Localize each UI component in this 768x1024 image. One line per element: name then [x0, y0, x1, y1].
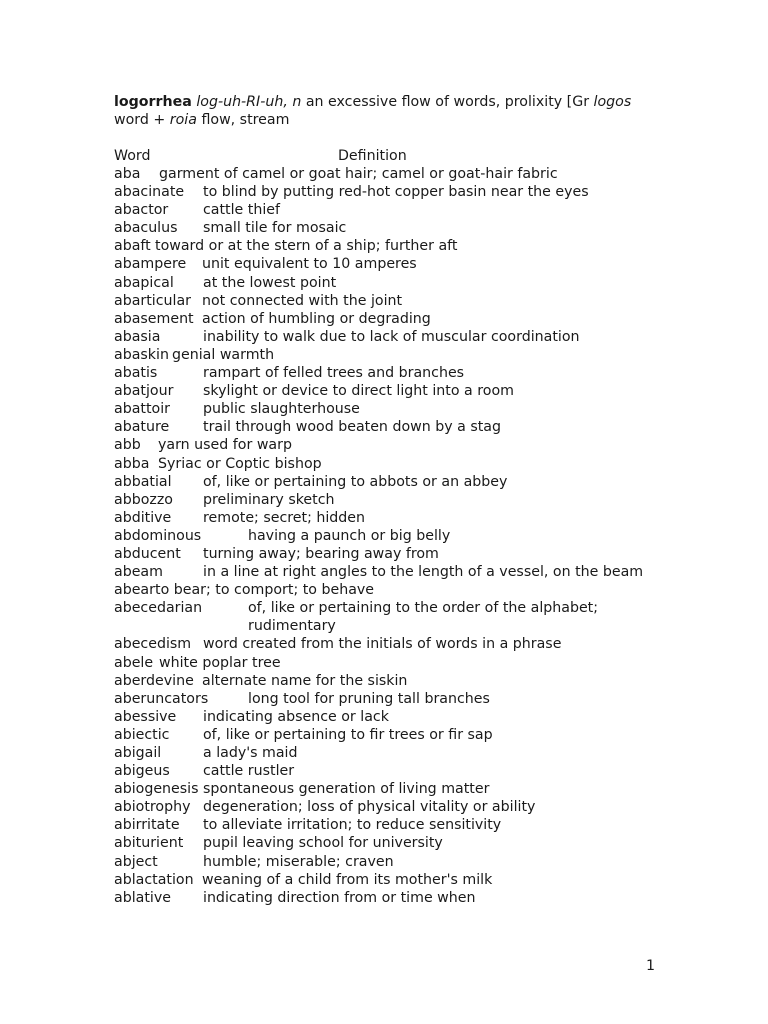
entry-definition: yarn used for warp: [158, 437, 292, 454]
entry-definition: indicating absence or lack: [203, 708, 389, 725]
entry-definition: unit equivalent to 10 amperes: [202, 256, 417, 273]
entry-word: abessive: [114, 708, 177, 725]
entry-word: abampere: [114, 256, 187, 273]
list-item: [114, 545, 644, 563]
list-item: [114, 255, 644, 273]
list-item: [114, 400, 644, 418]
list-item: [114, 455, 644, 473]
entry-word: abaft: [114, 238, 151, 255]
entry-definition: remote; secret; hidden: [203, 509, 366, 526]
list-item: [114, 165, 644, 183]
intro-definition: an excessive flow of words, prolixity [Gr: [301, 94, 594, 110]
entry-definition: of, like or pertaining to fir trees or fir sap: [203, 726, 493, 743]
entry-definition: humble; miserable; craven: [203, 853, 394, 870]
entry-word: abasement: [114, 310, 194, 327]
entry-definition: word created from the initials of words in a phrase: [203, 636, 562, 653]
entry-definition: public slaughterhouse: [203, 401, 360, 418]
entry-word: abbozzo: [114, 491, 173, 508]
entry-definition: alternate name for the siskin: [202, 672, 408, 689]
list-item: [114, 274, 644, 292]
entry-definition: trail through wood beaten down by a stag: [203, 419, 501, 436]
entry-word: abigeus: [114, 763, 170, 780]
entry-word: abecedism: [114, 636, 192, 653]
entry-definition: spontaneous generation of living matter: [203, 781, 490, 798]
entry-definition: inability to walk due to lack of muscular coordination: [203, 328, 580, 345]
entry-word: abattoir: [114, 401, 170, 418]
entry-word: abbatial: [114, 473, 172, 490]
entry-word: abasia: [114, 328, 161, 345]
word-list: [114, 165, 644, 907]
list-item: [114, 527, 644, 545]
intro-paragraph: [114, 93, 644, 129]
list-item: [114, 853, 644, 871]
definition-column-header: Definition: [338, 148, 407, 164]
entry-word: abigail: [114, 745, 162, 761]
entry-word: abditive: [114, 509, 172, 526]
list-item: [114, 509, 644, 527]
list-item: [114, 834, 644, 852]
list-item: [114, 654, 644, 672]
list-item: [114, 201, 644, 219]
entry-definition: degeneration; loss of physical vitality or ability: [203, 799, 536, 816]
entry-definition: having a paunch or big belly: [248, 527, 451, 544]
list-item: [114, 346, 644, 364]
entry-word: abdominous: [114, 527, 202, 544]
page-number: 1: [646, 958, 656, 974]
entry-definition: turning away; bearing away from: [203, 545, 439, 562]
list-item: [114, 672, 644, 690]
etymology-gloss-2: flow, stream: [196, 112, 290, 128]
entry-word: abarticular: [114, 292, 191, 309]
entry-word: abiturient: [114, 835, 184, 852]
entry-word: abele: [114, 654, 154, 671]
entry-word: abiotrophy: [114, 799, 191, 816]
entry-definition: Syriac or Coptic bishop: [158, 455, 322, 472]
entry-word: abaculus: [114, 220, 178, 237]
entry-definition: cattle rustler: [203, 763, 295, 780]
entry-definition: toward or at the stern of a ship; further aft: [155, 238, 458, 255]
entry-word: abba: [114, 455, 150, 472]
list-item: [114, 581, 644, 599]
entry-definition: genial warmth: [172, 346, 275, 363]
list-item: [114, 599, 644, 635]
list-item: [114, 762, 644, 780]
etymology-gloss-1: word +: [114, 112, 170, 128]
entry-definition: in a line at right angles to the length of a vessel, on the beam: [203, 564, 644, 581]
entry-word: abject: [114, 853, 158, 870]
entry-definition: preliminary sketch: [203, 491, 335, 508]
entry-word: ablactation: [114, 871, 194, 888]
entry-definition: pupil leaving school for university: [203, 835, 443, 852]
pronunciation: log-uh-RI-uh, n: [196, 94, 302, 110]
list-item: [114, 219, 644, 237]
entry-word: aberdevine: [114, 672, 194, 689]
entry-word: abb: [114, 437, 141, 454]
list-item: [114, 310, 644, 328]
entry-word: abaskin: [114, 346, 169, 363]
entry-word: abirritate: [114, 817, 180, 834]
list-item: [114, 328, 644, 346]
list-item: [114, 726, 644, 744]
list-item: [114, 473, 644, 491]
entry-definition: rampart of felled trees and branches: [203, 365, 465, 382]
entry-definition: to bear; to comport; to behave: [155, 582, 375, 599]
entry-definition: skylight or device to direct light into a room: [203, 383, 514, 400]
entry-definition: action of humbling or degrading: [202, 310, 431, 327]
list-item: [114, 635, 644, 653]
list-item: [114, 690, 644, 708]
entry-word: aberuncators: [114, 690, 209, 707]
entry-word: abatjour: [114, 383, 174, 400]
entry-word: abiectic: [114, 726, 170, 743]
list-item: [114, 418, 644, 436]
entry-definition: to alleviate irritation; to reduce sensitivity: [203, 817, 502, 834]
entry-definition: a lady's maid: [203, 745, 298, 761]
list-item: [114, 436, 644, 454]
entry-definition: not connected with the joint: [202, 292, 403, 309]
entry-definition: cattle thief: [203, 202, 281, 219]
list-item: [114, 798, 644, 816]
entry-word: abecedarian: [114, 600, 203, 617]
entry-word: abear: [114, 582, 155, 599]
entry-definition: at the lowest point: [203, 274, 337, 291]
list-item: [114, 816, 644, 834]
entry-word: abducent: [114, 545, 181, 562]
entry-definition: indicating direction from or time when: [203, 889, 476, 906]
entry-definition: of, like or pertaining to abbots or an abbey: [203, 473, 508, 490]
list-item: [114, 183, 644, 201]
entry-word: ablative: [114, 889, 171, 906]
word-column-header: Word: [114, 148, 151, 164]
list-item: [114, 708, 644, 726]
entry-word: aba: [114, 166, 141, 182]
list-item: [114, 744, 644, 762]
list-item: [114, 364, 644, 382]
entry-word: abactor: [114, 202, 169, 219]
entry-definition: long tool for pruning tall branches: [248, 690, 490, 707]
list-item: [114, 563, 644, 581]
list-item: [114, 491, 644, 509]
entry-word: abatis: [114, 365, 158, 382]
entry-word: abacinate: [114, 184, 185, 201]
entry-definition: small tile for mosaic: [203, 220, 347, 237]
entry-definition: garment of camel or goat hair; camel or goat-hair fabric: [159, 166, 558, 182]
etymology-root-1: logos: [593, 94, 632, 110]
list-item: [114, 780, 644, 798]
etymology-root-2: roia: [169, 112, 197, 128]
entry-word: abeam: [114, 564, 163, 581]
entry-word: abiogenesis: [114, 781, 199, 798]
list-item: [114, 889, 644, 907]
entry-word: abature: [114, 419, 170, 436]
list-item: [114, 237, 644, 255]
list-item: [114, 382, 644, 400]
list-item: [114, 292, 644, 310]
entry-definition: weaning of a child from its mother's milk: [202, 871, 493, 888]
entry-definition: to blind by putting red-hot copper basin near the eyes: [203, 184, 589, 201]
entry-definition: white poplar tree: [159, 654, 281, 671]
entry-word: abapical: [114, 274, 174, 291]
entry-definition: of, like or pertaining to the order of the alphabet; rudimentary: [248, 600, 599, 635]
headword: logorrhea: [114, 94, 192, 110]
list-item: [114, 871, 644, 889]
